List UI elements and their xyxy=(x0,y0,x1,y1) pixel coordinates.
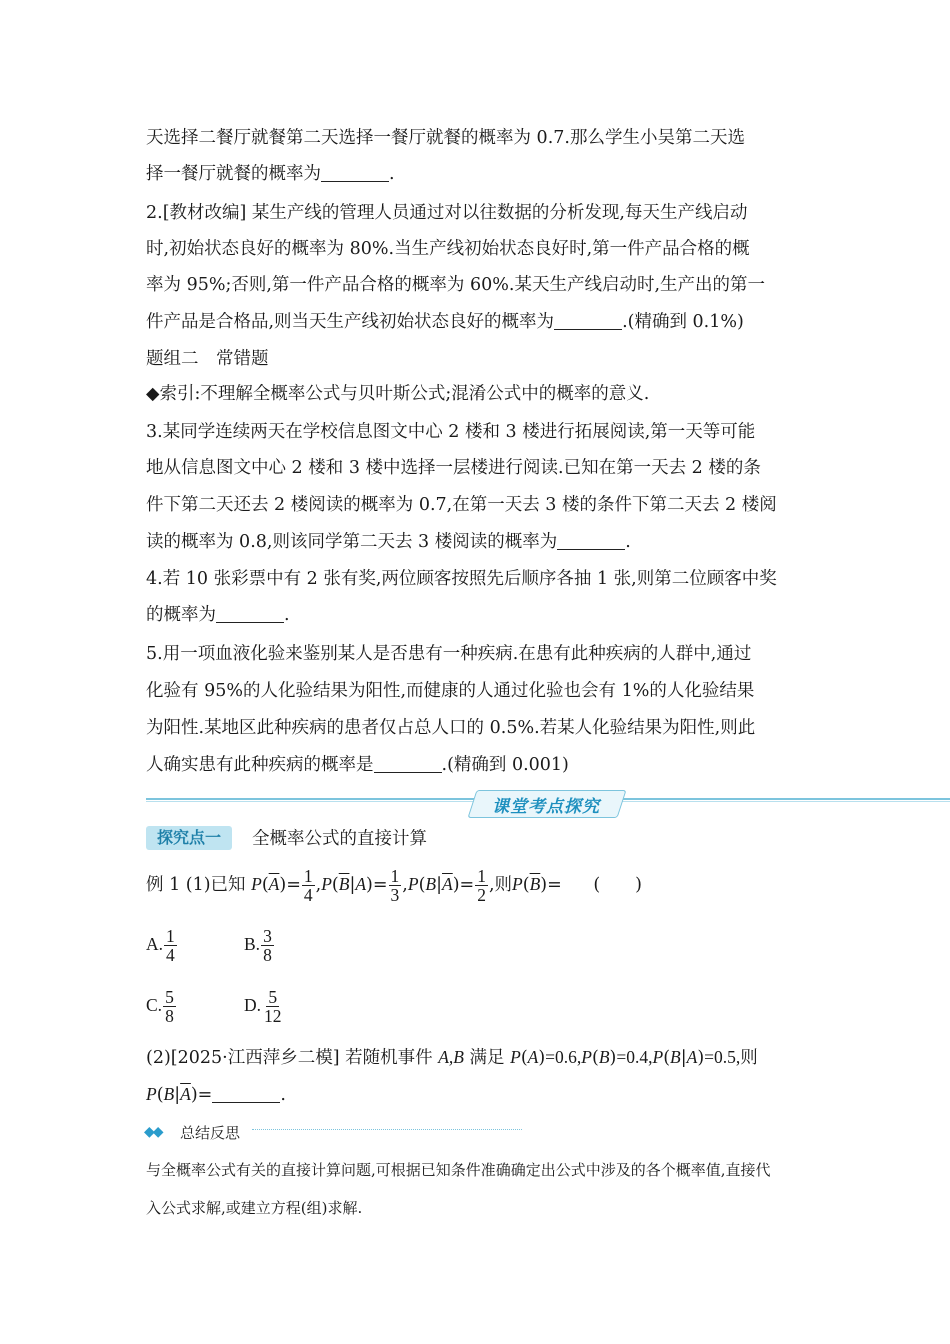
answer-paren[interactable]: ( ) xyxy=(593,875,643,895)
question-2-line: 率为 95%;否则,第一件产品合格的概率为 60%.某天生产线启动时,生产出的第一 xyxy=(146,275,766,295)
summary-text: 入公式求解,或建立方程(组)求解. xyxy=(146,1199,363,1217)
option-d[interactable]: D. $\frac{5}{12}$ xyxy=(244,987,282,1026)
question-3-line: 3.某同学连续两天在学校信息图文中心 2 楼和 3 楼进行拓展阅读,第一天等可能 xyxy=(146,422,756,442)
option-c[interactable]: C. $\frac{5}{8}$ xyxy=(146,987,174,1026)
question-2-line: 2.[教材改编] 某生产线的管理人员通过对以往数据的分析发现,每天生产线启动 xyxy=(146,203,748,223)
section-banner-title: 课堂考点探究 xyxy=(492,797,600,817)
question-4-line: 4.若 10 张彩票中有 2 张有奖,两位顾客按照先后顺序各抽 1 张,则第二位顾客中奖 xyxy=(146,569,777,589)
example-1-part-2: $P(B|\overline{A})=$ . xyxy=(146,1084,286,1105)
diamond-icon: ◆◆ xyxy=(144,1124,162,1140)
question-5-line: 化验有 95%的人化验结果为阳性,而健康的人通过化验也会有 1%的人化验结果 xyxy=(146,681,755,701)
question-2-line: 时,初始状态良好的概率为 80%.当生产线初始状态良好时,第一件产品合格的概 xyxy=(146,239,750,259)
fraction: $\frac{3}{8}$ xyxy=(263,926,272,965)
question-5-line: 5.用一项血液化验来鉴别某人是否患有一种疾病.在患有此种疾病的人群中,通过 xyxy=(146,644,752,664)
fraction: $\frac{1}{3}$ xyxy=(390,866,400,905)
topic-title: 全概率公式的直接计算 xyxy=(252,829,427,849)
answer-blank[interactable] xyxy=(374,756,442,773)
answer-blank[interactable] xyxy=(321,165,389,182)
answer-blank[interactable] xyxy=(554,313,622,330)
answer-blank[interactable] xyxy=(557,533,625,550)
section-header xyxy=(146,790,950,816)
divider xyxy=(252,1129,522,1130)
option-a[interactable]: A. $\frac{1}{4}$ xyxy=(146,926,175,965)
answer-blank[interactable] xyxy=(212,1086,280,1103)
question-3-line: 读的概率为 0.8,则该同学第二天去 3 楼阅读的概率为 . xyxy=(146,532,631,552)
question-5-line: 为阳性.某地区此种疾病的患者仅占总人口的 0.5%.若某人化验结果为阳性,则此 xyxy=(146,718,756,738)
fraction: $\frac{1}{4}$ xyxy=(303,866,313,905)
question-5-line: 人确实患有此种疾病的概率是 .(精确到 0.001) xyxy=(146,755,569,775)
example-1-part-2: (2)[2025·江西萍乡二模] 若随机事件 A,B 满足 P(A)=0.6,P(B)=0.4,P(B|A)=0.5,则 xyxy=(146,1047,758,1068)
option-b[interactable]: B. $\frac{3}{8}$ xyxy=(244,926,272,965)
fraction: $\frac{5}{12}$ xyxy=(264,987,282,1026)
summary-title: 总结反思 xyxy=(180,1124,241,1142)
group-index: ◆索引:不理解全概率公式与贝叶斯公式;混淆公式中的概率的意义. xyxy=(146,384,650,404)
fraction: $\frac{5}{8}$ xyxy=(165,987,174,1026)
question-3-line: 地从信息图文中心 2 楼和 3 楼中选择一层楼进行阅读.已知在第一天去 2 楼的条 xyxy=(146,458,761,478)
group-title: 题组二 常错题 xyxy=(146,349,269,369)
summary-text: 与全概率公式有关的直接计算问题,可根据已知条件准确确定出公式中涉及的各个概率值,直接代 xyxy=(146,1161,771,1179)
explore-point-badge: 探究点一 xyxy=(146,826,232,850)
answer-blank[interactable] xyxy=(216,606,284,623)
text-line: 择一餐厅就餐的概率为 . xyxy=(146,164,395,184)
fraction: $\frac{1}{4}$ xyxy=(166,926,175,965)
question-3-line: 件下第二天还去 2 楼阅读的概率为 0.7,在第一天去 3 楼的条件下第二天去 2 楼阅 xyxy=(146,495,777,515)
example-1-stem: 例 1 (1)已知 $P(\overline{A})=$ $\frac{1}{4}$ $,P(\overline{B}|A)=$ $\frac{1}{3}$ $,P(B|\overline{A})=$ $\frac{1}{2}$ ,则$P(\overline{B})=$ ( ) xyxy=(146,866,643,905)
fraction: $\frac{1}{2}$ xyxy=(477,866,486,905)
text-line: 天选择二餐厅就餐第二天选择一餐厅就餐的概率为 0.7.那么学生小吴第二天选 xyxy=(146,128,745,148)
question-2-line: 件产品是合格品,则当天生产线初始状态良好的概率为 .(精确到 0.1%) xyxy=(146,312,744,332)
question-4-line: 的概率为 . xyxy=(146,605,290,625)
